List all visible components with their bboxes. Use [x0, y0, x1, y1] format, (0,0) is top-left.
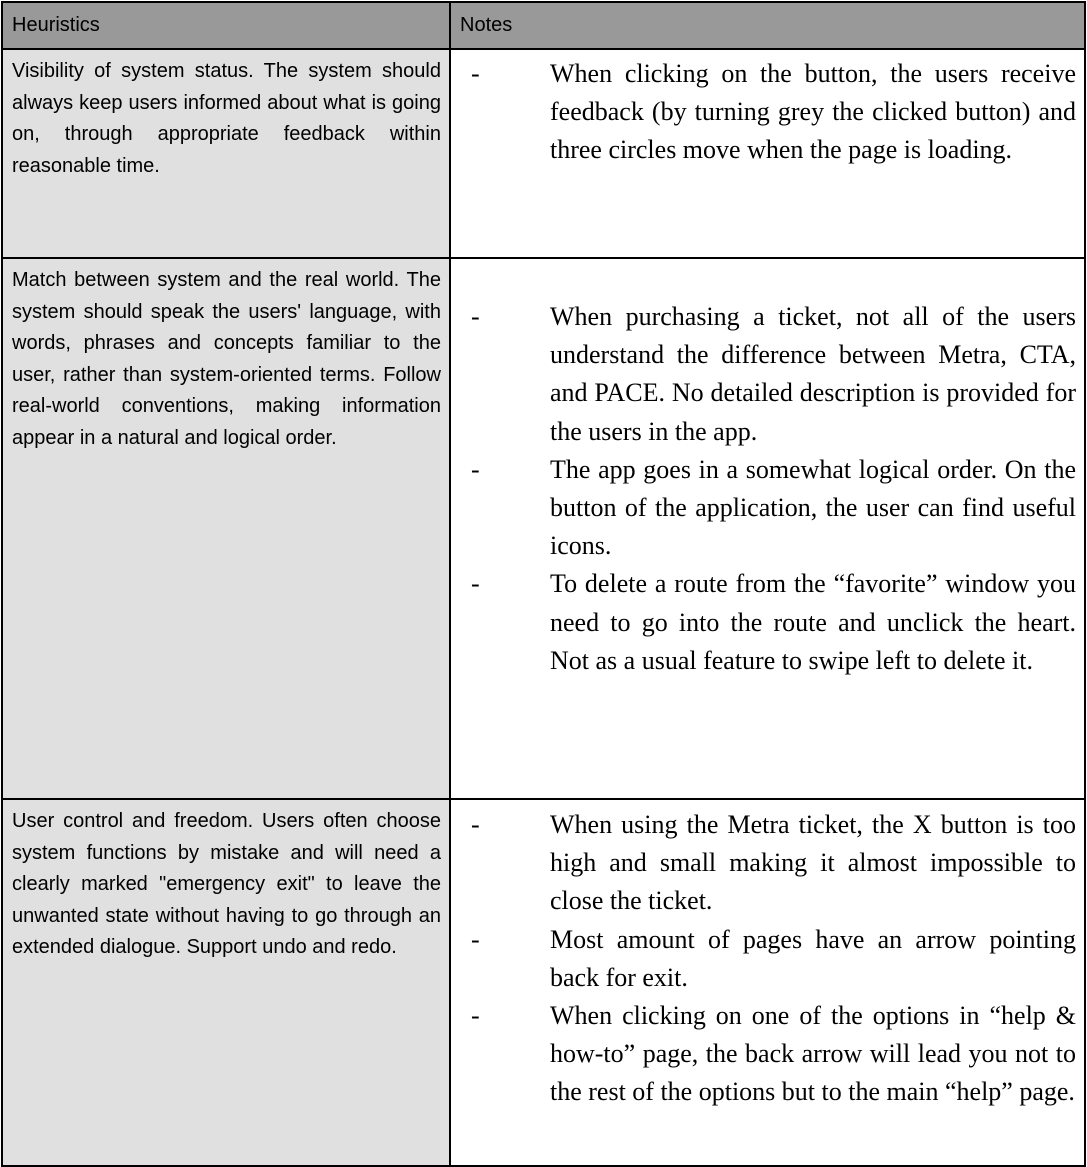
heuristic-cell: Match between system and the real world. The system should speak the users' language, with words, phrases and concepts familiar to the user, rather than system-oriented terms. Follow real-world conventions, making information appear in a natural and logical order. [2, 258, 450, 799]
note-dash: - [471, 569, 480, 599]
notes-cell [450, 49, 1085, 258]
note-dash: - [471, 924, 480, 954]
note-item [471, 298, 1076, 451]
notes-cell [450, 258, 1085, 799]
note-text: When clicking on one of the options in “help & how-to” page, the back arrow will lead you not to the rest of the options but to the main “help” page. [550, 1001, 1076, 1107]
column-header-notes: Notes [450, 2, 1085, 49]
table-row [2, 799, 1085, 1166]
note-text: The app goes in a somewhat logical order. On the button of the application, the user can find useful icons. [550, 454, 1076, 561]
note-item [471, 806, 1076, 921]
heuristics-table [1, 1, 1086, 1167]
note-dash: - [471, 302, 480, 331]
table-row [2, 258, 1085, 799]
note-dash: - [471, 454, 480, 484]
heuristic-cell: Visibility of system status. The system should always keep users informed about what is going on, through appropriate feedback within reasonable time. [2, 49, 450, 258]
note-text: When clicking on the button, the users receive feedback (by turning grey the clicked button) and three circles move when the page is loading. [550, 59, 1076, 165]
table-header-row [2, 2, 1085, 49]
heuristic-cell: User control and freedom. Users often choose system functions by mistake and will need a clearly marked "emergency exit" to leave the unwanted state without having to go through an extended dialogue. Support undo and redo. [2, 799, 450, 1166]
note-item [471, 451, 1076, 566]
notes-cell [450, 799, 1085, 1166]
note-dash: - [471, 59, 480, 88]
note-item [471, 55, 1076, 170]
column-header-heuristics: Heuristics [2, 2, 450, 49]
note-text: When purchasing a ticket, not all of the users understand the difference between Metra, CTA, and PACE. No detailed description is provided for the users in the app. [550, 302, 1076, 446]
note-item [471, 997, 1076, 1112]
note-dash: - [471, 1001, 480, 1031]
note-item [471, 565, 1076, 680]
note-text: Most amount of pages have an arrow pointing back for exit. [550, 924, 1076, 992]
table-row [2, 49, 1085, 258]
note-text: To delete a route from the “favorite” window you need to go into the route and unclick the heart. Not as a usual feature to swipe left to delete it. [550, 569, 1076, 675]
note-item [471, 921, 1076, 997]
note-text: When using the Metra ticket, the X button is too high and small making it almost impossible to close the ticket. [550, 810, 1076, 916]
note-dash: - [471, 810, 480, 839]
